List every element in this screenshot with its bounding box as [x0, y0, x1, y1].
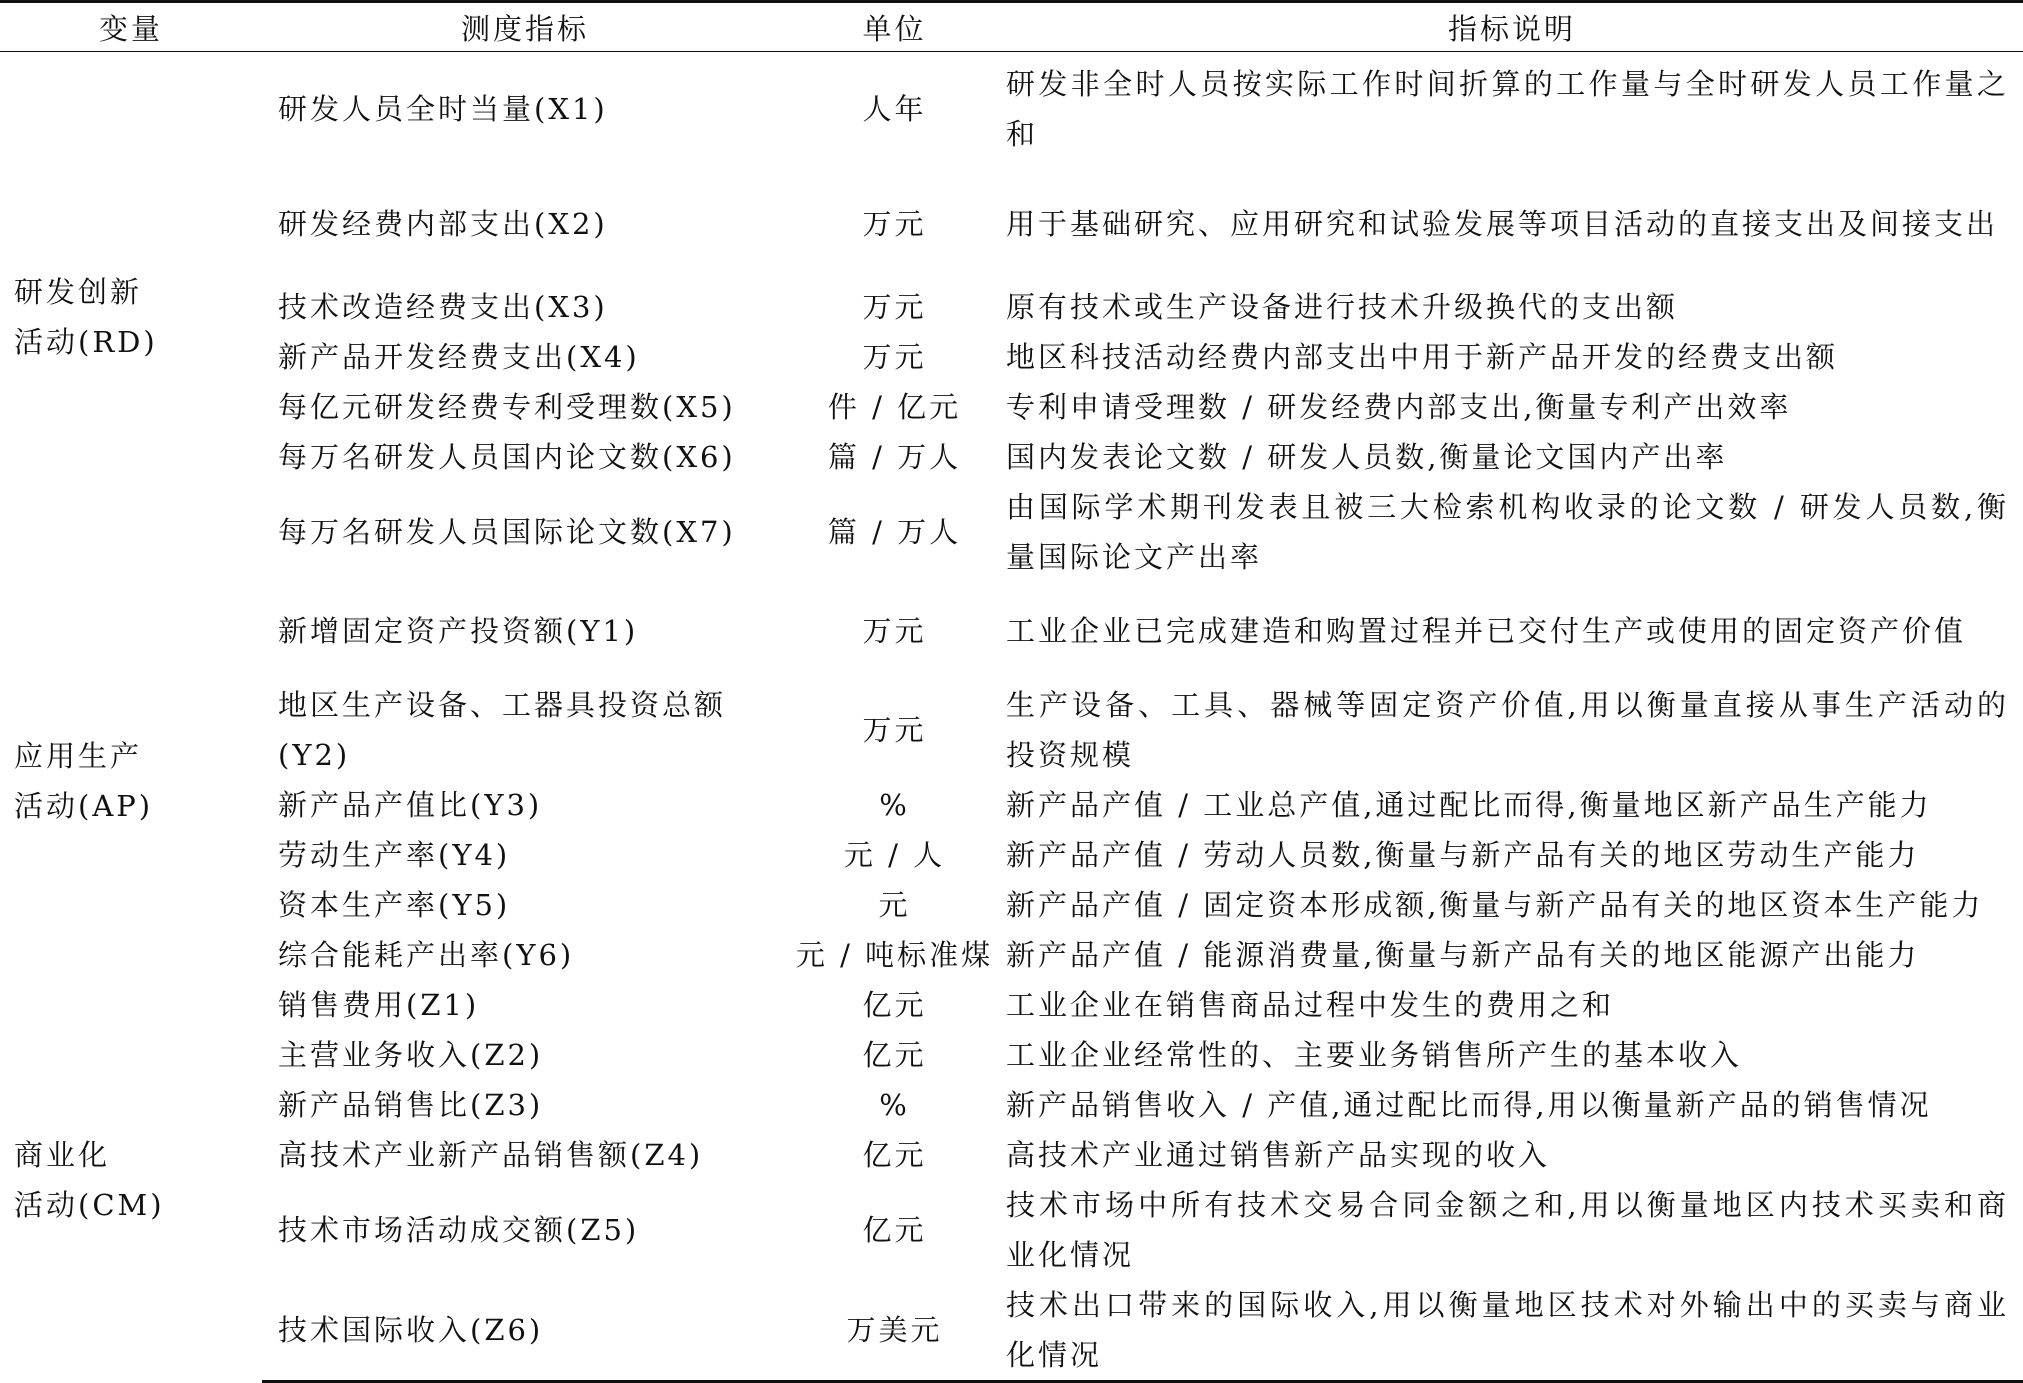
- indicator-cell: 新产品销售比(Z3): [278, 1087, 544, 1122]
- description-cell: 工业企业经常性的、主要业务销售所产生的基本收入: [1006, 1037, 1743, 1072]
- description-cell: 新产品产值 / 劳动人员数,衡量与新产品有关的地区劳动生产能力: [1006, 837, 1920, 872]
- description-cell: 由国际学术期刊发表且被三大检索机构收录的论文数 / 研发人员数,衡量国际论文产出率: [1006, 489, 2009, 574]
- description-cell: 技术市场中所有技术交易合同金额之和,用以衡量地区内技术买卖和商业化情况: [1006, 1187, 2009, 1272]
- table-body: [0, 52, 2023, 1382]
- table-row: [0, 1080, 2023, 1130]
- description-cell: 新产品产值 / 固定资本形成额,衡量与新产品有关的地区资本生产能力: [1006, 887, 1984, 922]
- indicator-cell: 地区生产设备、工器具投资总额(Y2): [278, 687, 727, 772]
- table-row: [0, 167, 2023, 282]
- table-row: [0, 780, 2023, 830]
- table-row: [0, 830, 2023, 880]
- unit-cell: 万元: [862, 339, 927, 374]
- indicator-cell: 资本生产率(Y5): [278, 887, 511, 922]
- indicator-cell: 主营业务收入(Z2): [278, 1037, 544, 1072]
- unit-cell: %: [879, 1087, 910, 1122]
- indicator-cell: 研发经费内部支出(X2): [278, 207, 608, 241]
- unit-cell: 人年: [862, 92, 927, 127]
- unit-cell: 万美元: [788, 1280, 1001, 1382]
- table-row: [0, 980, 2023, 1030]
- table-row: [0, 382, 2023, 432]
- indicator-cell: 每亿元研发经费专利受理数(X5): [278, 389, 736, 424]
- table-row: [0, 282, 2023, 332]
- unit-cell: 件 / 亿元: [827, 389, 962, 424]
- indicator-cell: 每万名研发人员国内论文数(X6): [278, 439, 736, 474]
- variable-name: 应用生产: [14, 738, 143, 773]
- indicator-cell: 新产品开发经费支出(X4): [278, 339, 640, 374]
- header-row: [0, 2, 2023, 52]
- variable-code: 活动(AP): [14, 788, 154, 823]
- variable-cell: [0, 980, 262, 1382]
- table-row: [0, 930, 2023, 980]
- description-cell: 国内发表论文数 / 研发人员数,衡量论文国内产出率: [1006, 439, 1728, 474]
- variable-cell: [0, 582, 262, 980]
- indicator-cell: 新增固定资产投资额(Y1): [278, 613, 639, 648]
- unit-cell: 亿元: [862, 1212, 927, 1247]
- table-row: [0, 432, 2023, 482]
- header-indicator: 测度指标: [262, 2, 788, 52]
- description-cell: 研发非全时人员按实际工作时间折算的工作量与全时研发人员工作量之和: [1006, 67, 2009, 152]
- table-row: [0, 332, 2023, 382]
- variable-name: 商业化: [14, 1138, 111, 1173]
- indicator-cell: 技术改造经费支出(X3): [278, 289, 608, 324]
- unit-cell: 万元: [862, 207, 927, 241]
- unit-cell: 篇 / 万人: [827, 514, 962, 549]
- unit-cell: 亿元: [862, 987, 927, 1022]
- indicator-cell: 销售费用(Z1): [278, 987, 480, 1022]
- description-cell: 专利申请受理数 / 研发经费内部支出,衡量专利产出效率: [1006, 389, 1792, 424]
- indicator-cell: 每万名研发人员国际论文数(X7): [278, 514, 736, 549]
- description-cell: 工业企业已完成建造和购置过程并已交付生产或使用的固定资产价值: [1006, 613, 1967, 648]
- indicator-cell: 技术国际收入(Z6): [262, 1280, 788, 1382]
- unit-cell: 元 / 人: [843, 837, 946, 872]
- indicator-cell: 综合能耗产出率(Y6): [278, 937, 575, 972]
- table-row: [0, 1180, 2023, 1280]
- description-cell: 工业企业在销售商品过程中发生的费用之和: [1006, 987, 1615, 1022]
- description-cell: 高技术产业通过销售新产品实现的收入: [1006, 1137, 1551, 1172]
- description-cell: 用于基础研究、应用研究和试验发展等项目活动的直接支出及间接支出: [1006, 207, 1999, 241]
- header-description: 指标说明: [1001, 2, 2023, 52]
- table-row: [0, 1030, 2023, 1080]
- description-cell: 新产品产值 / 工业总产值,通过配比而得,衡量地区新产品生产能力: [1006, 787, 1932, 822]
- variable-cell: [0, 52, 262, 582]
- table-row: [0, 680, 2023, 780]
- unit-cell: %: [879, 787, 910, 822]
- indicator-cell: 劳动生产率(Y4): [278, 837, 511, 872]
- header-unit: 单位: [788, 2, 1001, 52]
- variable-name: 研发创新: [14, 274, 143, 309]
- indicator-cell: 新产品产值比(Y3): [278, 787, 543, 822]
- table-row: [0, 1280, 2023, 1382]
- description-cell: 原有技术或生产设备进行技术升级换代的支出额: [1006, 289, 1679, 324]
- table-row: [0, 582, 2023, 680]
- description-cell: 地区科技活动经费内部支出中用于新产品开发的经费支出额: [1006, 339, 1839, 374]
- table-row: [0, 482, 2023, 582]
- unit-cell: 亿元: [862, 1037, 927, 1072]
- unit-cell: 万元: [862, 613, 927, 648]
- unit-cell: 篇 / 万人: [827, 439, 962, 474]
- description-cell: 新产品产值 / 能源消费量,衡量与新产品有关的地区能源产出能力: [1006, 937, 1920, 972]
- header-variable: 变量: [0, 2, 262, 52]
- unit-cell: 元: [878, 887, 911, 922]
- unit-cell: 万元: [862, 712, 927, 747]
- description-cell: 技术出口带来的国际收入,用以衡量地区技术对外输出中的买卖与商业化情况: [1001, 1280, 2023, 1382]
- table-row: [0, 880, 2023, 930]
- unit-cell: 万元: [862, 289, 927, 324]
- description-cell: 新产品销售收入 / 产值,通过配比而得,用以衡量新产品的销售情况: [1006, 1087, 1932, 1122]
- table-row: [0, 1130, 2023, 1180]
- indicator-cell: 技术市场活动成交额(Z5): [278, 1212, 640, 1247]
- variable-code: 活动(RD): [14, 324, 158, 359]
- unit-cell: 亿元: [862, 1137, 927, 1172]
- variable-code: 活动(CM): [14, 1188, 165, 1223]
- unit-cell: 元 / 吨标准煤: [795, 937, 994, 972]
- table-row: [0, 52, 2023, 167]
- description-cell: 生产设备、工具、器械等固定资产价值,用以衡量直接从事生产活动的投资规模: [1006, 687, 2009, 772]
- indicator-cell: 研发人员全时当量(X1): [278, 92, 608, 127]
- indicator-cell: 高技术产业新产品销售额(Z4): [278, 1137, 704, 1172]
